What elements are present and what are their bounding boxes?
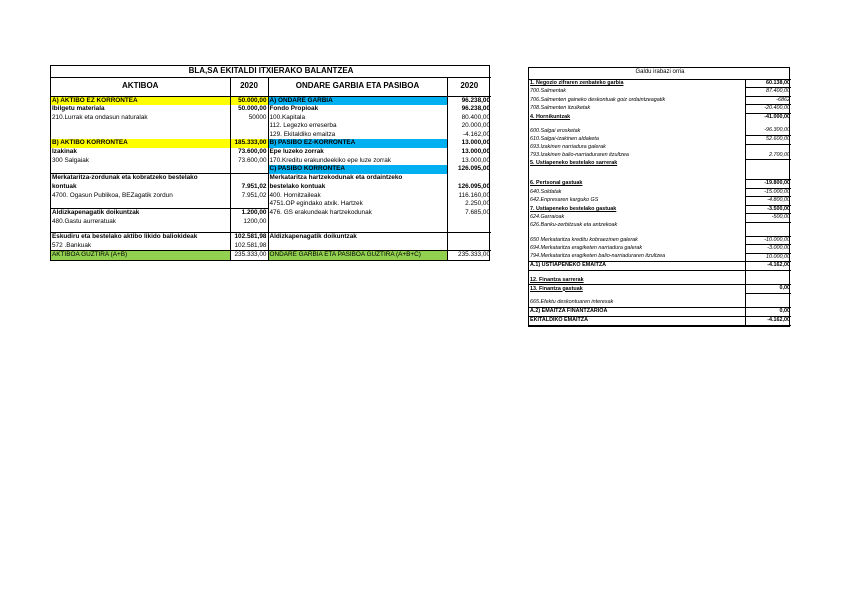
- income-result-label: A.2) EMAITZA FINANTZARIOA: [529, 308, 745, 317]
- liability-value: 126.095,00: [458, 165, 491, 173]
- asset-label: kontuak: [51, 183, 230, 192]
- asset-value: [230, 165, 268, 174]
- income-value: 10.000,00: [745, 253, 791, 262]
- balance-row: [51, 114, 491, 123]
- income-label: 708.Salmenten itzulketak: [530, 105, 591, 112]
- liability-value: 96.238,00: [461, 105, 491, 113]
- income-label: 794.Merkataritza eragiketen balio-narriaduraren itzultzea: [530, 253, 666, 260]
- income-label: 5. Ustiapeneko bestelako sarrerak: [530, 159, 618, 166]
- income-table: [529, 68, 791, 326]
- asset-label: A) AKTIBO EZ KORRONTEA: [51, 96, 230, 105]
- balance-row: [51, 139, 491, 148]
- income-value: -4.800,00: [745, 197, 791, 206]
- income-row: [529, 188, 791, 197]
- liability-label: Epe luzeko zorrak: [268, 148, 447, 157]
- income-label: 4. Hornikuntzak: [530, 113, 571, 120]
- income-value: [745, 160, 791, 168]
- asset-label: [51, 165, 230, 174]
- liability-value: 13.000,00: [461, 148, 491, 156]
- liability-value: 13.000,00: [461, 139, 491, 147]
- balance-row: [51, 200, 491, 209]
- income-value: -19.800,00: [745, 179, 791, 188]
- liability-label: 129. Ekitaldiko emaitza: [268, 131, 447, 140]
- liability-label: Fondo Propioak: [268, 105, 447, 114]
- liability-label: A) ONDARE GARBIA: [268, 96, 447, 105]
- asset-value: 73.600,00: [230, 148, 268, 157]
- liability-total-label: ONDARE GARBIA ETA PASIBOA GUZTIRA (A+B+C): [268, 251, 447, 260]
- income-value: [745, 144, 791, 152]
- income-final-row: [529, 317, 791, 326]
- income-final-label: EKITALDIKO EMAITZA: [529, 317, 745, 326]
- income-value: -41.000,00: [745, 113, 791, 121]
- income-value: 0,00: [745, 285, 791, 294]
- liability-value: 7.685,00: [465, 208, 491, 216]
- asset-value: [230, 131, 268, 140]
- income-label: 13. Finantza gastuak: [530, 285, 583, 292]
- income-row: [529, 197, 791, 206]
- liability-value: [447, 174, 491, 183]
- income-title-row: [529, 68, 791, 79]
- balance-row: [51, 157, 491, 166]
- balance-row: [51, 183, 491, 192]
- income-row: [529, 113, 791, 121]
- liability-value: 126.095,00: [458, 182, 491, 190]
- income-row: [529, 277, 791, 285]
- income-value: -96.300,00: [745, 127, 791, 135]
- asset-total-value: 235.333,00: [230, 251, 268, 260]
- asset-label: B) AKTIBO KORRONTEA: [51, 139, 230, 148]
- asset-label: Eskudiru eta bestelako aktibo likido baliokideak: [51, 232, 230, 241]
- asset-value: [230, 122, 268, 131]
- income-label: 624.Garraioak: [530, 214, 565, 221]
- asset-value: 50.000,00: [230, 105, 268, 114]
- income-label: 640.Soldatak: [530, 188, 562, 195]
- liability-value: [447, 242, 491, 251]
- asset-value: 102.581,98: [230, 232, 268, 241]
- asset-label: Izakinak: [51, 148, 230, 157]
- asset-label: 480.Gastu aurreratuak: [51, 218, 230, 227]
- income-value: -3.000,00: [745, 245, 791, 254]
- asset-label: [51, 131, 230, 140]
- balance-row: [51, 105, 491, 114]
- asset-label: 300 Salgaiak: [51, 157, 230, 166]
- income-result-row: [529, 262, 791, 271]
- liability-label: [268, 218, 447, 227]
- income-value: [745, 277, 791, 285]
- liability-value: 80.400,00: [461, 113, 491, 121]
- asset-label: 4700. Ogasun Publikoa, BEZagatik zordun: [51, 192, 230, 201]
- income-label: 706.Salmenten gaineko deskontuak goiz ordaintzeagatik: [530, 96, 666, 103]
- income-row: [529, 160, 791, 168]
- liability-label: Aldizkapenagatik doikuntzak: [268, 232, 447, 241]
- income-row: [529, 136, 791, 145]
- income-value: -10.000,00: [745, 236, 791, 245]
- asset-value: 50000: [230, 114, 268, 123]
- asset-label: Ibilgetu materiala: [51, 105, 230, 114]
- liability-label: bestelako kontuak: [268, 183, 447, 192]
- header-year-left: 2020: [230, 77, 268, 96]
- asset-label: Aldizkapenagatik doikuntzak: [51, 209, 230, 218]
- asset-value: [230, 174, 268, 183]
- header-aktiboa: AKTIBOA: [51, 77, 230, 96]
- income-row: [529, 205, 791, 214]
- asset-value: 7.951,02: [230, 192, 268, 201]
- income-value: 2.700,00: [745, 152, 791, 160]
- income-label: 694.Merkataritza eragiketen narriadura galerak: [530, 245, 643, 252]
- income-row: [529, 285, 791, 294]
- income-row: [529, 79, 791, 88]
- balance-header-row: [51, 77, 491, 96]
- liability-label: 100.Kapitala: [268, 114, 447, 123]
- liability-label: C) PASIBO KORRONTEA: [268, 165, 447, 174]
- asset-value: 185.333,00: [230, 139, 268, 148]
- balance-row: [51, 242, 491, 251]
- balance-row: [51, 209, 491, 218]
- balance-sheet: [50, 65, 490, 261]
- liability-value: -4.162,00: [463, 130, 491, 138]
- income-value: 60.138,00: [745, 79, 791, 88]
- asset-value: [230, 200, 268, 209]
- income-final-value: -4.162,00: [745, 317, 791, 326]
- income-value: 52.600,00: [745, 136, 791, 145]
- liability-label: Merkataritza hartzekodunak eta ordaintzeko: [268, 174, 447, 183]
- income-label: 600.Salgai erosketak: [530, 127, 581, 134]
- income-statement: [528, 67, 790, 327]
- income-value: -500,00: [745, 214, 791, 223]
- asset-label: [51, 122, 230, 131]
- liability-value: 20.000,00: [461, 122, 491, 130]
- income-value: -6862: [745, 96, 791, 105]
- balance-row: [51, 165, 491, 174]
- income-result-value: -4.162,00: [745, 262, 791, 271]
- balance-total-row: [51, 251, 491, 260]
- income-result-value: 0,00: [745, 308, 791, 317]
- balance-table: [51, 66, 491, 260]
- asset-value: 7.951,02: [230, 183, 268, 192]
- income-label: 610.Salgai-izakinen aldaketa: [530, 136, 599, 143]
- income-row: [529, 105, 791, 114]
- income-label: 650 Merkataritza kreditu kobraezinen galerak: [530, 236, 638, 243]
- income-row: [529, 96, 791, 105]
- asset-label: Merkataritza-zordunak eta kobratzeko bestelako: [51, 174, 230, 183]
- liability-value: 13.000,00: [461, 156, 491, 164]
- income-value: 87.400,00: [745, 88, 791, 97]
- header-ondare: ONDARE GARBIA ETA PASIBOA: [268, 77, 447, 96]
- liability-label: 170.Kreditu erakundeekiko epe luze zorrak: [268, 157, 447, 166]
- income-label: 642.Enpresaren karguko GS: [530, 197, 599, 204]
- liability-value: [447, 218, 491, 227]
- income-label: 12. Finantza sarrerak: [529, 277, 745, 285]
- asset-value: 73.600,00: [230, 157, 268, 166]
- income-value: -3.500,00: [745, 205, 791, 214]
- income-value: -20.400,00: [745, 105, 791, 114]
- balance-row: [51, 96, 491, 105]
- income-value: [745, 299, 791, 307]
- income-label: 626.Banku-zerbitzuak eta antzekoak: [530, 222, 618, 229]
- income-result-label: A.1) USTIAPENEKO EMAITZA: [529, 262, 745, 271]
- income-title: Galdu irabazi orria: [529, 68, 791, 79]
- asset-value: 1200,00: [230, 218, 268, 227]
- asset-label: 210.Lurrak eta ondasun naturalak: [51, 114, 230, 123]
- income-row: [529, 236, 791, 245]
- balance-row: [51, 131, 491, 140]
- income-label: 793.Izakinen balio-narriaduraren itzultzea: [530, 152, 629, 158]
- balance-row: [51, 174, 491, 183]
- liability-label: 400. Hornitzaileak: [268, 192, 447, 201]
- balance-row: [51, 232, 491, 241]
- asset-value: 102.581,98: [230, 242, 268, 251]
- income-value: [745, 222, 791, 230]
- liability-total-value: 235.333,00: [447, 251, 491, 260]
- asset-value: 1.200,00: [230, 209, 268, 218]
- income-label: 693.Izakinen narriadura galerak: [530, 144, 606, 151]
- income-row: [529, 88, 791, 97]
- income-label: 7. Ustiapeneko bestelako gastuak: [530, 205, 617, 212]
- asset-label: 572 .Bankuak: [51, 242, 230, 251]
- income-row: [529, 152, 791, 160]
- header-year-right: 2020: [447, 77, 491, 96]
- balance-title: BLA,SA EKITALDI ITXIERAKO BALANTZEA: [51, 66, 491, 77]
- liability-label: 112. Legezko erreserba: [268, 122, 447, 131]
- income-row: [529, 214, 791, 223]
- income-row: [529, 222, 791, 230]
- liability-value: 116.160,00: [458, 191, 491, 199]
- liability-label: B) PASIBO EZ-KORRONTEA: [268, 139, 447, 148]
- income-result-row: [529, 308, 791, 317]
- asset-total-label: AKTIBOA GUZTIRA (A+B): [51, 251, 230, 260]
- income-row: [529, 253, 791, 262]
- balance-title-row: [51, 66, 491, 77]
- balance-row: [51, 192, 491, 201]
- balance-row: [51, 122, 491, 131]
- income-row: [529, 179, 791, 188]
- liability-label: 4751.OP egindako atxik. Hartzek: [268, 200, 447, 209]
- income-label: 665.Efektu deskontuaren interesak: [530, 299, 614, 306]
- liability-value: [447, 232, 491, 241]
- asset-value: 50.000,00: [230, 96, 268, 105]
- liability-label: [268, 242, 447, 251]
- liability-label: 476. GS erakundeak hartzekodunak: [268, 209, 447, 218]
- balance-row: [51, 218, 491, 227]
- income-row: [529, 144, 791, 152]
- income-row: [529, 127, 791, 135]
- income-value: -15.000,00: [745, 188, 791, 197]
- balance-row: [51, 148, 491, 157]
- liability-value: 96.238,00: [461, 96, 491, 104]
- asset-label: [51, 200, 230, 209]
- income-label: 1. Negozio zifraren zenbateko garbia: [530, 79, 624, 86]
- income-row: [529, 299, 791, 307]
- income-label: 6. Pertsonal gastuak: [530, 179, 583, 186]
- income-row: [529, 245, 791, 254]
- income-label: 700.Salmentak: [530, 88, 566, 95]
- liability-value: 2.250,00: [465, 200, 491, 208]
